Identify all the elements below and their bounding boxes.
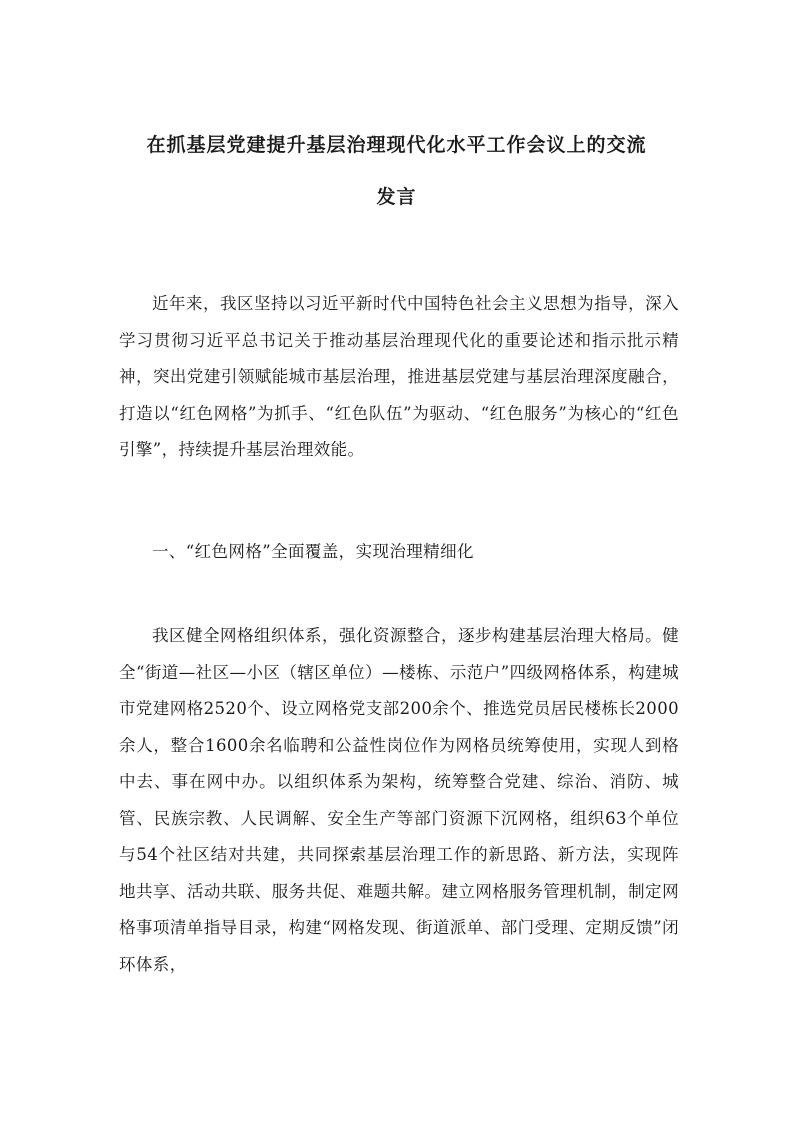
section-1-paragraph: 我区健全网格组织体系，强化资源整合，逐步构建基层治理大格局。健全“街道—社区—小区（辖区单位）—楼栋、示范户”四级网格体系，构建城市党建网格2520个、设立网格党支部200余个、推选党员居民楼栋长2000余人，整合1600余名临聘和公益性岗位作为网格员统筹使用，实现人到格中去、事在网中办。以组织体系为架构，统筹整合党建、综治、消防、城管、民族宗教、人民调解、安全生产等部门资源下沉网格，组织63个单位与54个社区结对共建，共同探索基层治理工作的新思路、新方法，实现阵地共享、活动共联、服务共促、难题共解。建立网格服务管理机制，制定网格事项清单指导目录，构建“网格发现、街道派单、部门受理、定期反馈”闭环体系， (119, 626, 679, 974)
section-1-heading: 一、“红色网格”全面覆盖，实现治理精细化 (152, 542, 474, 561)
intro-paragraph: 近年来，我区坚持以习近平新时代中国特色社会主义思想为指导，深入学习贯彻习近平总书记关于推动基层治理现代化的重要论述和指示批示精神，突出党建引领赋能城市基层治理，推进基层党建与基层治理深度融合，打造以“红色网格”为抓手、“红色队伍”为驱动、“红色服务”为核心的“红色引擎”，持续提升基层治理效能。 (119, 294, 679, 459)
document-title-line-1: 在抓基层党建提升基层治理现代化水平工作会议上的交流 (146, 134, 647, 156)
document-title-line-2: 发言 (376, 186, 417, 208)
